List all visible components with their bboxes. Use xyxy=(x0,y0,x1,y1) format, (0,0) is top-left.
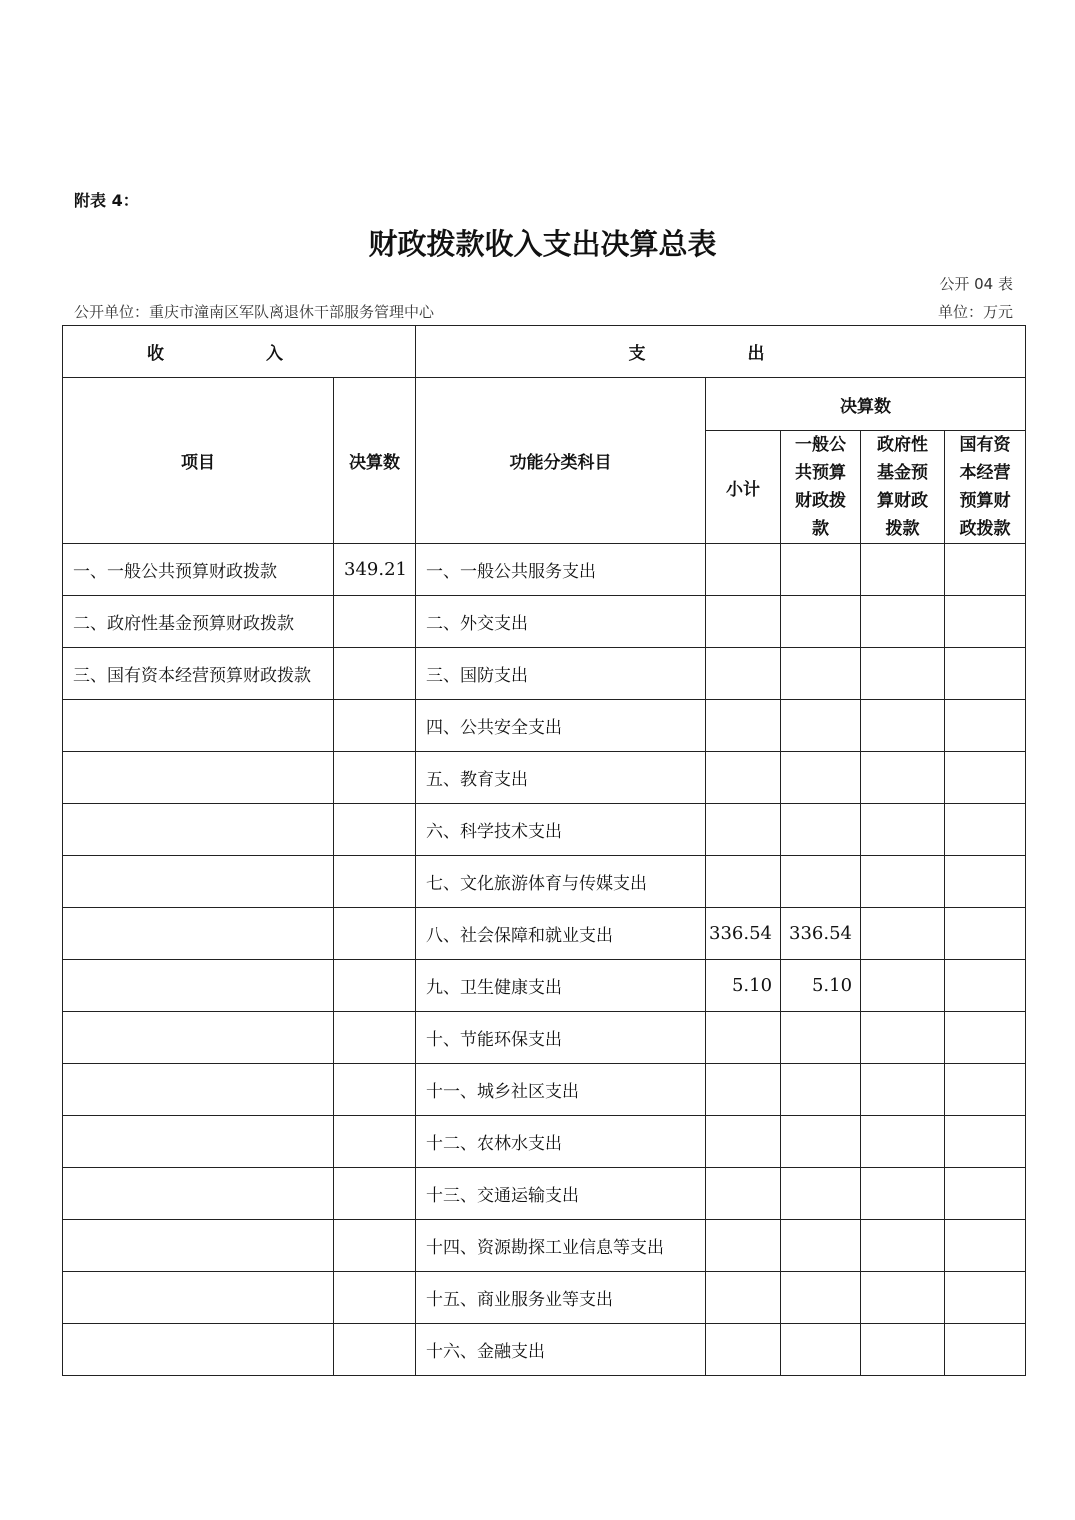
general-budget-cell: 336.54 xyxy=(781,908,861,960)
table-row xyxy=(63,908,1026,960)
income-item-cell xyxy=(63,908,334,960)
state-capital-cell xyxy=(945,700,1026,752)
gov-fund-cell xyxy=(861,1324,945,1376)
state-capital-cell xyxy=(945,1324,1026,1376)
general-budget-cell xyxy=(781,544,861,596)
subtotal-cell: 5.10 xyxy=(706,960,781,1012)
table-row xyxy=(63,648,1026,700)
gov-fund-cell xyxy=(861,908,945,960)
income-amount-cell xyxy=(334,1220,416,1272)
table-row xyxy=(63,752,1026,804)
income-amount-cell xyxy=(334,1116,416,1168)
state-capital-cell xyxy=(945,1168,1026,1220)
income-amount-cell xyxy=(334,700,416,752)
expense-item-cell: 十六、金融支出 xyxy=(416,1324,706,1376)
income-item-cell: 二、政府性基金预算财政拨款 xyxy=(63,596,334,648)
general-budget-cell xyxy=(781,1324,861,1376)
general-budget-header: 一般公 共预算 财政拨 款 xyxy=(781,431,861,544)
income-item-cell xyxy=(63,1012,334,1064)
table-row xyxy=(63,856,1026,908)
subtotal-cell xyxy=(706,596,781,648)
gov-fund-cell xyxy=(861,1272,945,1324)
state-capital-cell xyxy=(945,1012,1026,1064)
table-row xyxy=(63,1064,1026,1116)
general-budget-cell: 5.10 xyxy=(781,960,861,1012)
income-amount-cell xyxy=(334,1012,416,1064)
income-item-cell xyxy=(63,1324,334,1376)
state-capital-cell xyxy=(945,804,1026,856)
item-header: 项目 xyxy=(63,378,334,544)
subtotal-cell xyxy=(706,1116,781,1168)
expense-item-cell: 三、国防支出 xyxy=(416,648,706,700)
subtotal-cell xyxy=(706,700,781,752)
income-item-cell: 三、国有资本经营预算财政拨款 xyxy=(63,648,334,700)
gov-fund-cell xyxy=(861,648,945,700)
state-capital-cell xyxy=(945,648,1026,700)
page-title: 财政拨款收入支出决算总表 xyxy=(368,227,717,261)
state-capital-cell xyxy=(945,1220,1026,1272)
general-budget-cell xyxy=(781,1220,861,1272)
subtotal-cell xyxy=(706,752,781,804)
subtotal-cell xyxy=(706,856,781,908)
gov-fund-cell xyxy=(861,804,945,856)
expense-item-cell: 十一、城乡社区支出 xyxy=(416,1064,706,1116)
state-capital-cell xyxy=(945,856,1026,908)
expense-item-cell: 十三、交通运输支出 xyxy=(416,1168,706,1220)
table-row xyxy=(63,804,1026,856)
income-amount-cell xyxy=(334,752,416,804)
gov-fund-cell xyxy=(861,700,945,752)
gov-fund-header: 政府性 基金预 算财政 拨款 xyxy=(861,431,945,544)
state-capital-cell xyxy=(945,544,1026,596)
state-capital-cell xyxy=(945,908,1026,960)
income-amount-cell xyxy=(334,908,416,960)
income-amount-cell xyxy=(334,960,416,1012)
function-category-header: 功能分类科目 xyxy=(416,378,706,544)
subtotal-cell xyxy=(706,1272,781,1324)
income-item-cell xyxy=(63,1220,334,1272)
general-budget-cell xyxy=(781,1168,861,1220)
income-item-cell: 一、一般公共预算财政拨款 xyxy=(63,544,334,596)
gov-fund-cell xyxy=(861,596,945,648)
income-amount-cell xyxy=(334,1324,416,1376)
general-budget-cell xyxy=(781,1272,861,1324)
table-row xyxy=(63,1324,1026,1376)
expense-header: 支 出 xyxy=(416,326,1026,378)
gov-fund-cell xyxy=(861,752,945,804)
general-budget-cell xyxy=(781,700,861,752)
gov-fund-cell xyxy=(861,1220,945,1272)
expense-item-cell: 九、卫生健康支出 xyxy=(416,960,706,1012)
expense-item-cell: 六、科学技术支出 xyxy=(416,804,706,856)
income-header: 收 入 xyxy=(63,326,416,378)
income-amount-cell xyxy=(334,596,416,648)
expense-item-cell: 十四、资源勘探工业信息等支出 xyxy=(416,1220,706,1272)
gov-fund-cell xyxy=(861,1116,945,1168)
income-item-cell xyxy=(63,960,334,1012)
subtotal-cell xyxy=(706,648,781,700)
general-budget-cell xyxy=(781,1064,861,1116)
expense-item-cell: 五、教育支出 xyxy=(416,752,706,804)
gov-fund-cell xyxy=(861,960,945,1012)
gov-fund-cell xyxy=(861,1168,945,1220)
state-capital-cell xyxy=(945,1064,1026,1116)
income-amount-cell xyxy=(334,856,416,908)
subtotal-cell xyxy=(706,1220,781,1272)
table-row xyxy=(63,1116,1026,1168)
expense-item-cell: 十二、农林水支出 xyxy=(416,1116,706,1168)
expense-item-cell: 七、文化旅游体育与传媒支出 xyxy=(416,856,706,908)
table-row xyxy=(63,596,1026,648)
expense-item-cell: 二、外交支出 xyxy=(416,596,706,648)
general-budget-cell xyxy=(781,1116,861,1168)
subtotal-cell xyxy=(706,1012,781,1064)
table-row xyxy=(63,700,1026,752)
reporting-unit: 公开单位：重庆市潼南区军队离退休干部服务管理中心 xyxy=(74,303,435,321)
income-item-cell xyxy=(63,1116,334,1168)
state-capital-cell xyxy=(945,596,1026,648)
subtotal-header: 小计 xyxy=(706,431,781,544)
state-capital-header: 国有资 本经营 预算财 政拨款 xyxy=(945,431,1026,544)
expense-item-cell: 一、一般公共服务支出 xyxy=(416,544,706,596)
income-item-cell xyxy=(63,1064,334,1116)
income-item-cell xyxy=(63,1272,334,1324)
table-number: 公开 04 表 xyxy=(939,275,1013,293)
state-capital-cell xyxy=(945,1272,1026,1324)
general-budget-cell xyxy=(781,752,861,804)
income-item-cell xyxy=(63,752,334,804)
final-amount-header: 决算数 xyxy=(706,378,1026,431)
income-item-cell xyxy=(63,700,334,752)
state-capital-cell xyxy=(945,960,1026,1012)
income-amount-header: 决算数 xyxy=(334,378,416,544)
table-row xyxy=(63,960,1026,1012)
income-amount-cell xyxy=(334,1272,416,1324)
table-row xyxy=(63,1012,1026,1064)
income-amount-cell xyxy=(334,648,416,700)
income-amount-cell: 349.21 xyxy=(334,544,416,596)
subtotal-cell xyxy=(706,544,781,596)
state-capital-cell xyxy=(945,1116,1026,1168)
fiscal-appropriation-table xyxy=(62,325,1026,1376)
general-budget-cell xyxy=(781,648,861,700)
currency-unit: 单位：万元 xyxy=(937,303,1013,321)
general-budget-cell xyxy=(781,1012,861,1064)
gov-fund-cell xyxy=(861,1064,945,1116)
gov-fund-cell xyxy=(861,856,945,908)
subtotal-cell xyxy=(706,1324,781,1376)
general-budget-cell xyxy=(781,856,861,908)
expense-item-cell: 十、节能环保支出 xyxy=(416,1012,706,1064)
gov-fund-cell xyxy=(861,1012,945,1064)
table-row xyxy=(63,1168,1026,1220)
state-capital-cell xyxy=(945,752,1026,804)
attachment-label: 附表 4： xyxy=(74,191,139,210)
general-budget-cell xyxy=(781,596,861,648)
income-amount-cell xyxy=(334,804,416,856)
income-item-cell xyxy=(63,1168,334,1220)
subtotal-cell xyxy=(706,804,781,856)
gov-fund-cell xyxy=(861,544,945,596)
income-item-cell xyxy=(63,856,334,908)
expense-item-cell: 十五、商业服务业等支出 xyxy=(416,1272,706,1324)
income-item-cell xyxy=(63,804,334,856)
table-row xyxy=(63,1272,1026,1324)
table-row xyxy=(63,1220,1026,1272)
subtotal-cell: 336.54 xyxy=(706,908,781,960)
income-amount-cell xyxy=(334,1064,416,1116)
income-amount-cell xyxy=(334,1168,416,1220)
subtotal-cell xyxy=(706,1168,781,1220)
expense-item-cell: 八、社会保障和就业支出 xyxy=(416,908,706,960)
subtotal-cell xyxy=(706,1064,781,1116)
expense-item-cell: 四、公共安全支出 xyxy=(416,700,706,752)
general-budget-cell xyxy=(781,804,861,856)
table-row xyxy=(63,544,1026,596)
